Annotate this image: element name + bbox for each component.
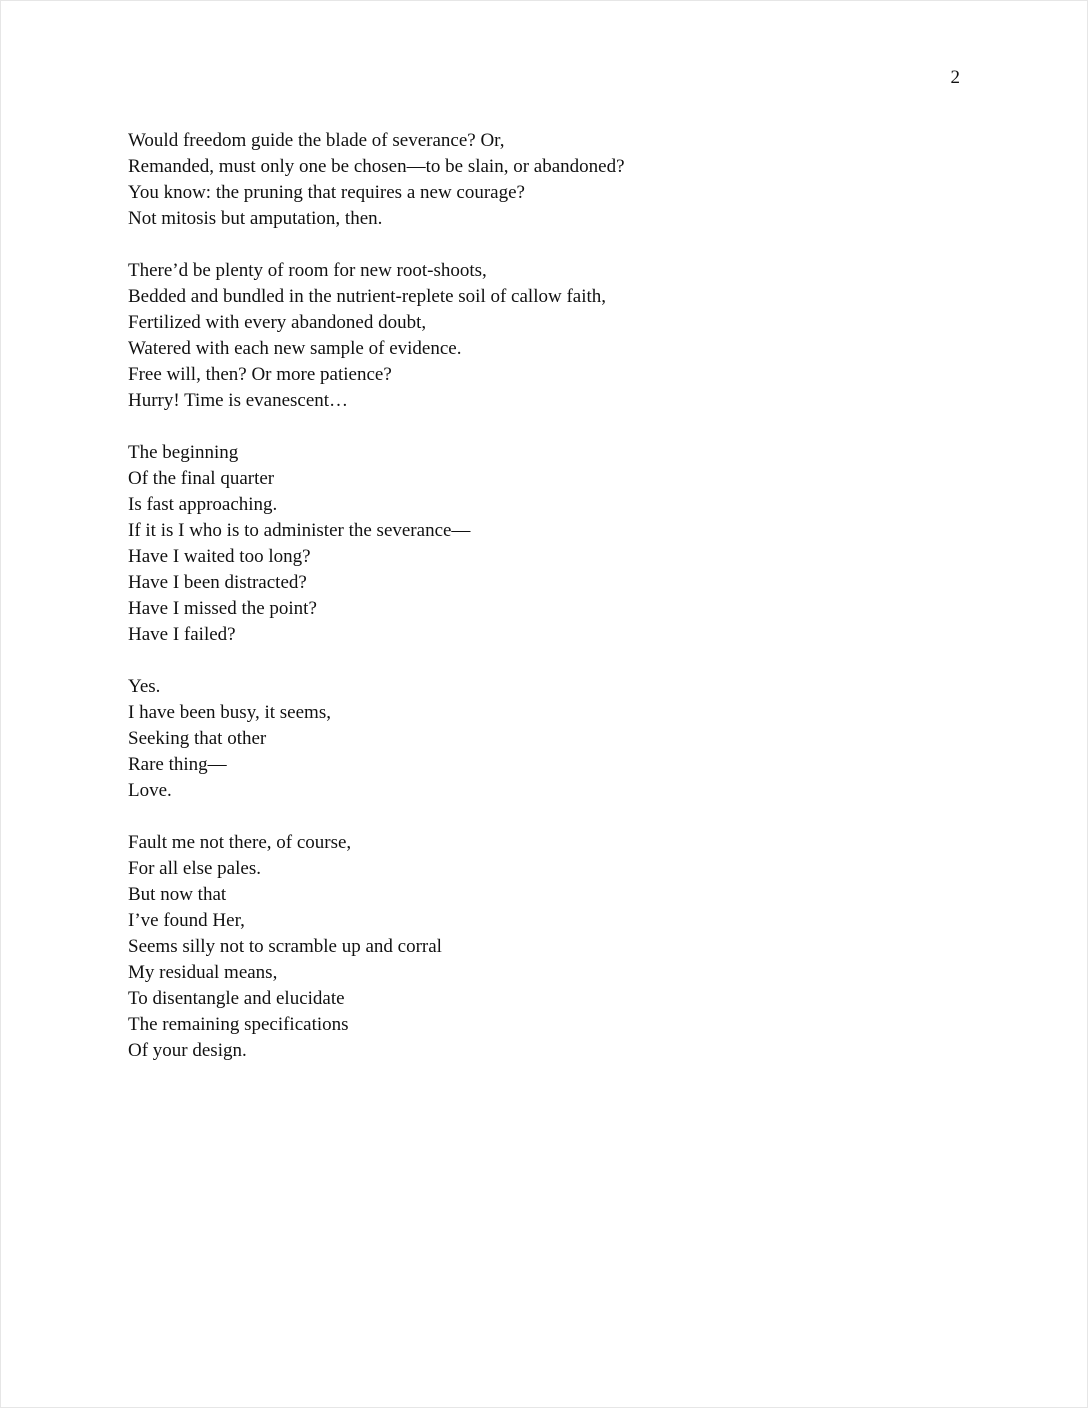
poem-line: Free will, then? Or more patience? <box>128 364 392 385</box>
poem-line: The remaining specifications <box>128 1014 349 1035</box>
poem-line: Seeking that other <box>128 728 267 749</box>
stanza-4 <box>128 674 948 804</box>
poem-line: Have I failed? <box>128 624 236 645</box>
poem-line: Of your design. <box>128 1040 247 1061</box>
poem-line: You know: the pruning that requires a new courage? <box>128 182 525 203</box>
poem-line: The beginning <box>128 442 239 463</box>
poem-line: Watered with each new sample of evidence. <box>128 338 462 359</box>
poem-line: I have been busy, it seems, <box>128 702 331 723</box>
poem-line: Is fast approaching. <box>128 494 278 515</box>
stanza-5 <box>128 830 948 1064</box>
poem-line: Would freedom guide the blade of severance? Or, <box>128 130 505 151</box>
poem-line: Not mitosis but amputation, then. <box>128 208 383 229</box>
poem-line: Yes. <box>128 676 161 697</box>
poem-line: If it is I who is to administer the severance— <box>128 520 471 541</box>
poem-line: Of the final quarter <box>128 468 275 489</box>
stanza-2 <box>128 258 948 414</box>
poem-line: Bedded and bundled in the nutrient-replete soil of callow faith, <box>128 286 607 307</box>
poem-line: Have I been distracted? <box>128 572 307 593</box>
poem-line: Seems silly not to scramble up and corral <box>128 936 442 957</box>
stanza-1 <box>128 128 948 232</box>
poem-line: Love. <box>128 780 172 801</box>
poem-line: My residual means, <box>128 962 278 983</box>
stanza-3 <box>128 440 948 648</box>
poem-line: I’ve found Her, <box>128 910 245 931</box>
page-number: 2 <box>950 67 960 88</box>
poem-line: Fault me not there, of course, <box>128 832 352 853</box>
poem-line: There’d be plenty of room for new root-shoots, <box>128 260 487 281</box>
poem-line: Fertilized with every abandoned doubt, <box>128 312 427 333</box>
poem-line: Have I missed the point? <box>128 598 317 619</box>
poem-line: Remanded, must only one be chosen—to be slain, or abandoned? <box>128 156 625 177</box>
poem-body <box>128 128 948 1090</box>
poem-line: Rare thing— <box>128 754 227 775</box>
poem-line: For all else pales. <box>128 858 261 879</box>
poem-line: Have I waited too long? <box>128 546 311 567</box>
poem-line: But now that <box>128 884 227 905</box>
poem-line: Hurry! Time is evanescent… <box>128 390 349 411</box>
poem-line: To disentangle and elucidate <box>128 988 345 1009</box>
